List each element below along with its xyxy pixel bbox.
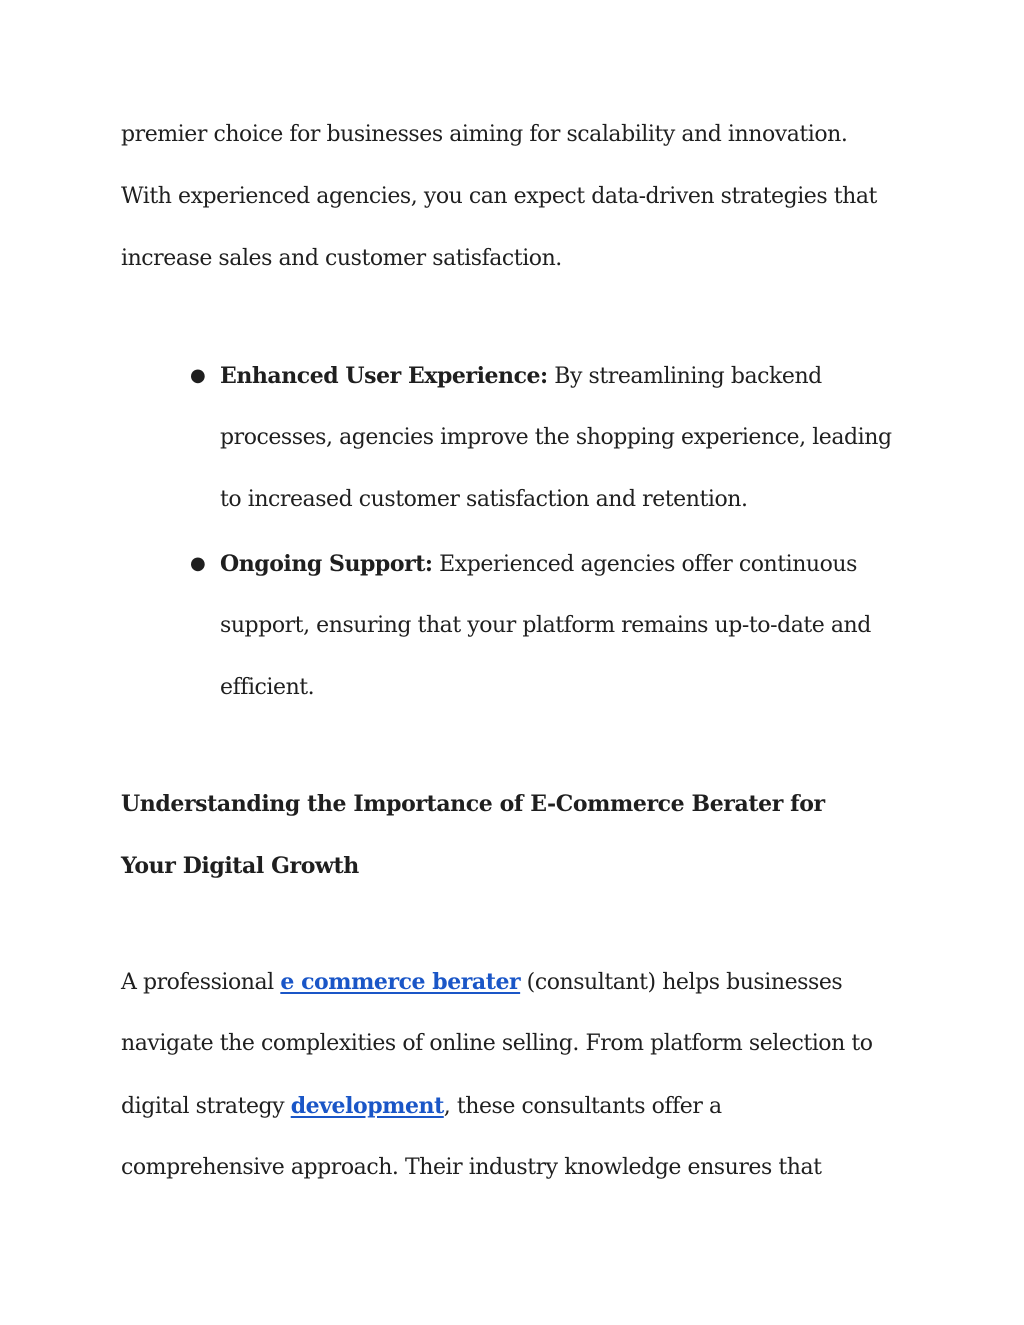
paragraph-line: With experienced agencies, you can expect data-driven strategies that [121,184,877,209]
paragraph-text: , these consultants offer a [443,1094,722,1119]
list-item-line: to increased customer satisfaction and retention. [220,487,748,512]
paragraph-text: digital strategy [121,1094,291,1119]
paragraph-line: comprehensive approach. Their industry knowledge ensures that [121,1155,822,1180]
paragraph-line [121,1091,722,1122]
list-item-text: By streamlining backend [547,364,822,389]
section-heading: Your Digital Growth [121,853,359,879]
list-item [220,361,822,392]
list-item [220,549,857,580]
section-heading: Understanding the Importance of E-Commerce Berater for [121,791,825,817]
bullet-marker: ● [190,553,206,574]
paragraph-line: increase sales and customer satisfaction. [121,246,562,271]
paragraph-line: navigate the complexities of online selling. From platform selection to [121,1031,873,1056]
list-item-text: Experienced agencies offer continuous [432,552,857,577]
development-link[interactable]: development [290,1093,444,1119]
list-item-line: support, ensuring that your platform remains up-to-date and [220,613,871,638]
paragraph-text: A professional [121,970,281,995]
list-item-label: Enhanced User Experience: [220,363,548,389]
list-item-label: Ongoing Support: [220,551,433,577]
paragraph-line: premier choice for businesses aiming for scalability and innovation. [121,122,848,147]
paragraph-text: (consultant) helps businesses [520,970,843,995]
paragraph-line [121,967,842,998]
list-item-line: processes, agencies improve the shopping experience, leading [220,425,892,450]
e-commerce-berater-link[interactable]: e commerce berater [280,969,521,995]
list-item-line: efficient. [220,675,315,700]
bullet-marker: ● [190,365,206,386]
